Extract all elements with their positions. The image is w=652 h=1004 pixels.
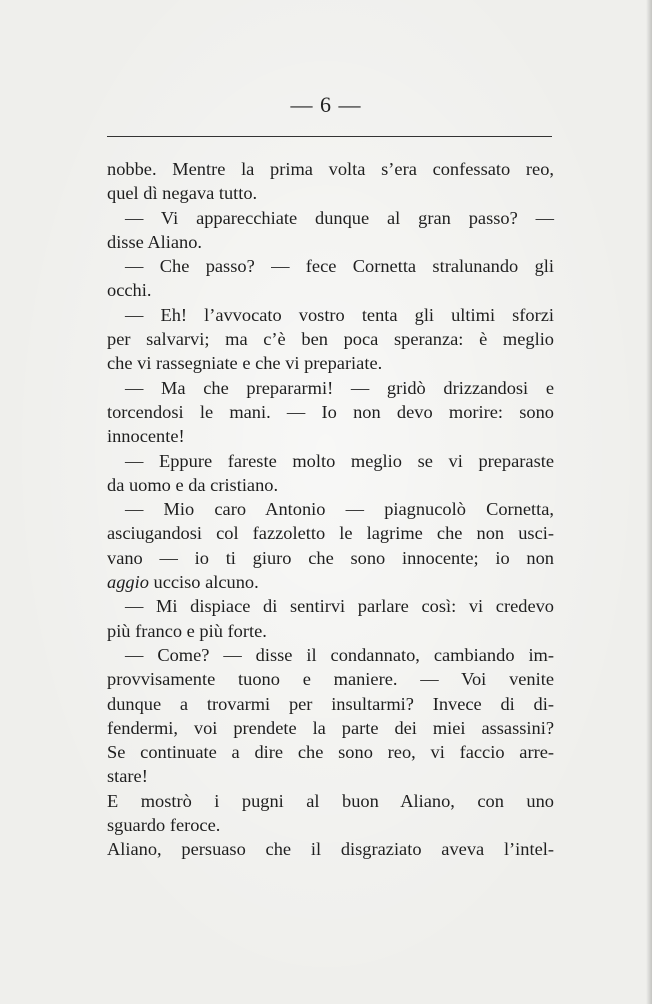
text-line: — Mio caro Antonio — piagnucolò Cornetta,: [125, 499, 554, 520]
body-text: [107, 157, 554, 862]
text-line: più franco e più forte.: [107, 620, 267, 641]
text-line: provvisamente tuono e maniere. — Voi venite: [107, 669, 554, 690]
text-line: nobbe. Mentre la prima volta s’era confessato reo,: [107, 159, 554, 179]
text-line: stare!: [107, 766, 148, 787]
text-line: Se continuate a dire che sono reo, vi faccio arre-: [107, 742, 554, 763]
text-line: — Eh! l’avvocato vostro tenta gli ultimi sforzi: [125, 304, 554, 325]
text-line: dunque a trovarmi per insultarmi? Invece di di-: [107, 693, 554, 714]
text-line: quel dì negava tutto.: [107, 183, 258, 204]
text-line: asciugandosi col fazzoletto le lagrime che non usci-: [107, 523, 554, 544]
text-line: Aliano, persuaso che il disgraziato aveva l’intel-: [107, 839, 554, 860]
text-line: che vi rassegniate e che vi prepariate.: [107, 353, 383, 374]
text-line: sguardo feroce.: [107, 815, 221, 836]
text-line: [107, 570, 554, 594]
italic-word: aggio: [107, 572, 149, 593]
header-rule: [107, 136, 552, 137]
text-line: — Mi dispiace di sentirvi parlare così: vi credevo: [125, 596, 554, 617]
text-line: vano — io ti giuro che sono innocente; io non: [107, 547, 554, 568]
text-line: E mostrò i pugni al buon Aliano, con uno: [107, 790, 554, 811]
text-line: — Eppure fareste molto meglio se vi preparaste: [125, 450, 554, 471]
text-line: — Vi apparecchiate dunque al gran passo? —: [125, 207, 554, 228]
text-line: torcendosi le mani. — Io non devo morire: sono: [107, 401, 554, 422]
text-fragment: ucciso alcuno.: [148, 572, 259, 593]
page-number: — 6 —: [290, 92, 362, 117]
page-edge-shadow: [646, 0, 652, 1004]
text-line: — Che passo? — fece Cornetta stralunando gli: [125, 256, 554, 277]
text-line: da uomo e da cristiano.: [107, 474, 279, 495]
text-line: occhi.: [107, 280, 152, 301]
text-line: per salvarvi; ma c’è ben poca speranza: è meglio: [107, 329, 554, 350]
text-line: innocente!: [107, 426, 185, 447]
text-line: — Ma che prepararmi! — gridò drizzandosi e: [125, 377, 554, 398]
text-line: disse Aliano.: [107, 231, 203, 252]
text-line: — Come? — disse il condannato, cambiando im-: [125, 644, 554, 665]
text-line: fendermi, voi prendete la parte dei miei assassini?: [107, 717, 554, 738]
